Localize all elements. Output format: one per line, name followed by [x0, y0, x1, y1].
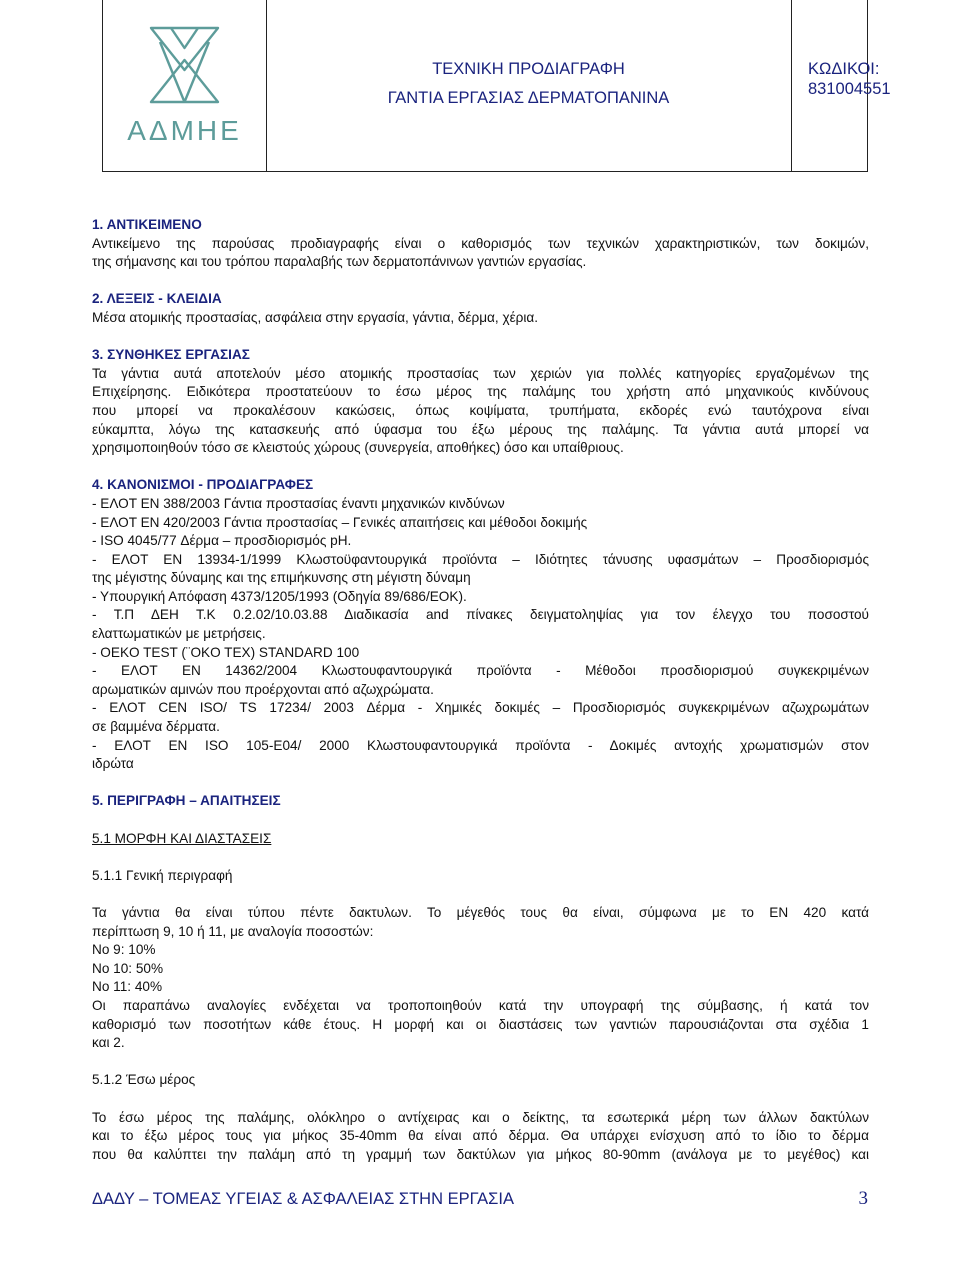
paragraph-line: καθορισμό των ποσοτήτων κάθε έτους. Η μορφή και οι διαστάσεις των γαντιών παρουσιάζονται στα σχέδια 1 [92, 1016, 869, 1032]
subsection-5-1-2-heading: 5.1.2 Έσω μέρος [92, 1072, 196, 1088]
section-4-heading: 4. ΚΑΝΟΝΙΣΜΟΙ - ΠΡΟΔΙΑΓΡΑΦΕΣ [92, 477, 314, 493]
code-label: ΚΩΔΙΚΟΙ: [808, 60, 880, 78]
section-3-heading: 3. ΣΥΝΘΗΚΕΣ ΕΡΓΑΣΙΑΣ [92, 347, 250, 363]
standard-item: - OEKO TEST (¨OKO TEX) STANDARD 100 [92, 644, 360, 660]
section-1-line: Αντικείμενο της παρούσας προδιαγραφής είναι ο καθορισμός των τεχνικών χαρακτηριστικών, των δοκιμών, [92, 235, 869, 251]
section-1-heading: 1. ΑΝΤΙΚΕΙΜΕΝΟ [92, 217, 202, 232]
subsection-5-1-1-heading: 5.1.1 Γενική περιγραφή [92, 867, 233, 883]
standard-item: της μέγιστης δύναμης και της επιμήκυνσης στη μέγιστη δύναμη [92, 570, 471, 586]
paragraph-line: που θα καλύπτει την παλάμη από τη γραμμή των δακτύλων για μήκος 80-90mm (ανάλογα με το μεγέθος) και [92, 1146, 869, 1162]
size-ratio-item: Νο 10: 50% [92, 960, 164, 976]
section-3-line: Τα γάντια αυτά αποτελούν μέσο ατομικής προστασίας των χεριών για πολλές κατηγορίες εργαζομένων της [92, 365, 869, 381]
standard-item: - ISO 4045/77 Δέρμα – προσδιορισμός pH. [92, 533, 352, 549]
section-1-line: της σήμανσης και του τρόπου παραλαβής των δερματοπάνινων γαντιών εργασίας. [92, 254, 587, 270]
paragraph-line: Οι παραπάνω αναλογίες ενδέχεται να τροποποιηθούν κατά την υπογραφή της σύμβασης, ή κατά τον [92, 997, 869, 1013]
paragraph-line: Το έσω μέρος της παλάμης, ολόκληρο ο αντίχειρας και ο δείκτης, τα εσωτερικά μέρη των άλλων δακτύλων [92, 1109, 869, 1125]
logo-wordmark: ΑΔΜΗΕ [127, 115, 242, 146]
paragraph-line: και το έξω μέρος τους για μήκος 35-40mm θα είναι από δέρμα. Θα υπάρχει ενίσχυση από το ίδιο το δέρμα [92, 1128, 869, 1144]
paragraph-line: περίπτωση 9, 10 ή 11, με αναλογία ποσοστών: [92, 923, 374, 939]
subsection-5-1-heading: 5.1 ΜΟΡΦΗ ΚΑΙ ΔΙΑΣΤΑΣΕΙΣ [92, 830, 272, 846]
title-cell [266, 0, 792, 171]
document-type-title: ΤΕΧΝΙΚΗ ΠΡΟΔΙΑΓΡΑΦΗ [432, 60, 625, 78]
section-3-line: εύκαμπτα, λόγω της κατασκευής από ύφασμα του έξω μέρους της παλάμης. Τα γάντια αυτά μπορεί να [92, 421, 869, 437]
standard-item: - ΕΛΟΤ ΕΝ ISO 105-E04/ 2000 Κλωστουφαντουργικά προϊόντα - Δοκιμές αντοχής χρωματισμών στον [92, 737, 869, 753]
footer-department: ΔΑΔΥ – ΤΟΜΕΑΣ ΥΓΕΙΑΣ & ΑΣΦΑΛΕΙΑΣ ΣΤΗΝ ΕΡΓΑΣΙΑ [92, 1190, 514, 1208]
code-value: 831004551 [808, 80, 891, 98]
standard-item: αρωματικών αμινών που προέρχονται από αζωχρώματα. [92, 681, 434, 697]
section-3-line: Επιχείρησης. Ειδικότερα προστατεύουν το έσω μέρος της παλάμης του χρήστη από μηχανικούς κινδύνους [92, 384, 869, 400]
page-number: 3 [858, 1188, 868, 1209]
admie-logo-icon [147, 24, 222, 106]
standard-item: σε βαμμένα δέρματα. [92, 719, 220, 735]
document-header [102, 0, 891, 172]
standard-item: - ΕΛΟΤ ΕΝ 13934-1/1999 Κλωστοϋφαντουργικά προϊόντα – Ιδιότητες τάνυσης υφασμάτων – Προσδιορισμός [92, 551, 869, 567]
section-2-heading: 2. ΛΕΞΕΙΣ - ΚΛΕΙΔΙΑ [92, 291, 222, 307]
standard-item: - ΕΛΟΤ CEN ISO/ TS 17234/ 2003 Δέρμα - Χημικές δοκιμές – Προσδιορισμός συγκεκριμένων αζωχρωμάτων [92, 700, 869, 716]
standard-item: - ΕΛΟΤ ΕΝ 420/2003 Γάντια προστασίας – Γενικές απαιτήσεις και μέθοδοι δοκιμής [92, 514, 588, 530]
standard-item: - ΕΛΟΤ ΕΝ 388/2003 Γάντια προστασίας έναντι μηχανικών κινδύνων [92, 495, 505, 511]
standard-item: - ΕΛΟΤ ΕΝ 14362/2004 Κλωστουφαντουργικά προϊόντα - Μέθοδοι προσδιορισμού συγκεκριμένων [92, 663, 869, 679]
paragraph-line: Τα γάντια θα είναι τύπου πέντε δακτυλων. Το μέγεθός τους θα είναι, σύμφωνα με το ΕΝ 420 κατά [92, 904, 869, 920]
size-ratio-item: Νο 11: 40% [92, 979, 163, 995]
standard-item: - Υπουργική Απόφαση 4373/1205/1993 (Οδηγία 89/686/ΕΟΚ). [92, 588, 467, 604]
paragraph-line: και 2. [92, 1035, 125, 1051]
section-3-line: χρησιμοποιηθούν τόσο σε κλειστούς χώρους (συνεργεία, αποθήκες) όσο και υπαίθριους. [92, 440, 624, 456]
section-5-heading: 5. ΠΕΡΙΓΡΑΦΗ – ΑΠΑΙΤΗΣΕΙΣ [92, 793, 281, 809]
standard-item: ιδρώτα [92, 756, 134, 772]
section-3-line: που μπορεί να προκαλέσουν κακώσεις, όπως κοψίματα, τρυπήματα, εκδορές ενώ ταυτόχρονα είναι [92, 402, 869, 418]
standard-item: ελαττωματικών με μετρήσεις. [92, 626, 266, 642]
section-2-line: Μέσα ατομικής προστασίας, ασφάλεια στην εργασία, γάντια, δέρμα, χέρια. [92, 309, 539, 325]
standard-item: - Τ.Π ΔΕΗ Τ.Κ 0.2.02/10.03.88 Διαδικασία and πίνακες δειγματοληψίας για τον έλεγχο του ποσοστού [92, 607, 869, 623]
document-subject-title: ΓΑΝΤΙΑ ΕΡΓΑΣΙΑΣ ΔΕΡΜΑΤΟΠΑΝΙΝΑ [387, 89, 670, 107]
code-cell [791, 0, 891, 171]
document-body [92, 216, 869, 1164]
size-ratio-item: Νο 9: 10% [92, 942, 156, 958]
logo-cell [103, 0, 267, 171]
